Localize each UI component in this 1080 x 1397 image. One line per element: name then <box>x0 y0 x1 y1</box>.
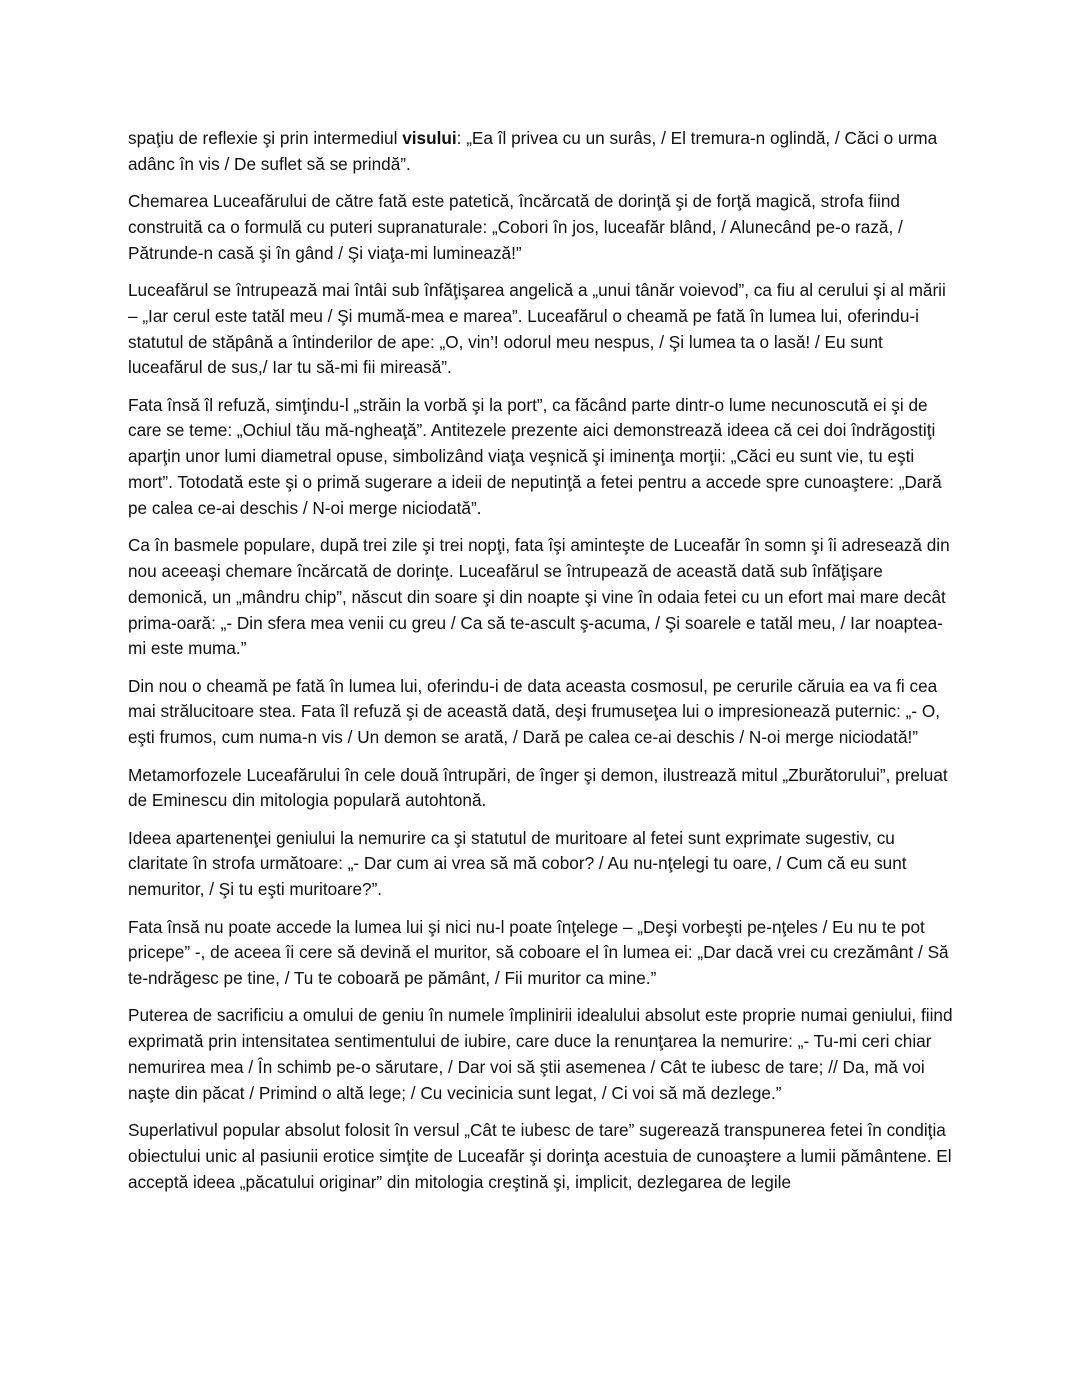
document-body <box>128 126 958 1207</box>
paragraph-1 <box>128 126 958 178</box>
paragraph-2: Chemarea Luceafărului de către fată este patetică, încărcată de dorinţă şi de forţă magică, strofa fiind construită ca o formulă cu puteri supranaturale: „Cobori în jos, luceafăr blând, / Alunecând pe-o rază, / Pătrunde-n casă şi în gând / Şi viaţa-mi luminează!” <box>128 191 903 263</box>
paragraph-6: Din nou o cheamă pe fată în lumea lui, oferindu-i de data aceasta cosmosul, pe cerurile căruia ea va fi cea mai strălucitoare stea. Fata îl refuză şi de această dată, deşi frumuseţea lui o impresionează puternic: „- O, eşti frumos, cum numa-n vis / Un demon se arată, / Dară pe calea ce-ai deschis / N-oi merge niciodată!” <box>128 675 941 748</box>
paragraph-5: Ca în basmele populare, după trei zile şi trei nopţi, fata îşi aminteşte de Luceafăr în somn şi îi adresează din nou aceeaşi chemare încărcată de dorinţe. Luceafărul se întrupează de această dată sub înfăţişare demonică, un „mândru chip”, născut din soare şi din noapte şi vine în odaia fetei cu un efort mai mare decât prima-oară: „- Din sfera mea venii cu greu / Ca să te-ascult ş-acuma, / Şi soarele e tatăl meu, / Iar noaptea-mi este muma.” <box>128 535 950 659</box>
paragraph-1-text-after: : „Ea îl privea cu un surâs, / El tremura-n oglindă, / Căci o urma adânc în vis / De suflet să se prindă”. <box>128 128 938 174</box>
paragraph-9: Fata însă nu poate accede la lumea lui şi nici nu-l poate înţelege – „Deşi vorbeşti pe-nţeles / Eu nu te pot pricepe” -, de aceea îi cere să devină el muritor, să coboare el în lumea ei: „Dar dacă vrei cu crezământ / Să te-ndrăgesc pe tine, / Tu te coboară pe pământ, / Fii muritor ca mine.” <box>128 916 949 989</box>
paragraph-3: Luceafărul se întrupează mai întâi sub înfăţişarea angelică a „unui tânăr voievod”, ca fiu al cerului şi al mării – „Iar cerul este tatăl meu / Şi mumă-mea e marea”. Luceafărul o cheamă pe fată în lumea lui, oferindu-i statutul de stăpână a întinderilor de ape: „O, vin’! odorul meu nespus, / Şi lumea ta o lasă! / Eu sunt luceafărul de sus,/ Iar tu să-mi fii mireasă”. <box>128 279 946 378</box>
paragraph-11: Superlativul popular absolut folosit în versul „Cât te iubesc de tare” sugerează transpunerea fetei în condiţia obiectului unic al pasiunii erotice simţite de Luceafăr şi dorinţa acestuia de cunoaştere a lumii pământene. El acceptă ideea „păcatului originar” din mitologia creştină şi, implicit, dezlegarea de legile <box>128 1120 952 1192</box>
paragraph-10: Puterea de sacrificiu a omului de geniu în numele împlinirii idealului absolut este proprie numai geniului, fiind exprimată prin intensitatea sentimentului de iubire, care duce la renunţarea la nemurire: „- Tu-mi ceri chiar nemurirea mea / În schimb pe-o sărutare, / Dar voi să ştii asemenea / Cât te iubesc de tare; // Da, mă voi naşte din păcat / Primind o altă lege; / Cu vecinicia sunt legat, / Ci voi să mă dezlege.” <box>128 1005 953 1103</box>
paragraph-1-text-before: spaţiu de reflexie şi prin intermediul <box>128 128 403 148</box>
paragraph-8: Ideea apartenenţei geniului la nemurire ca şi statutul de muritoare al fetei sunt exprimate sugestiv, cu claritate în strofa următoare: „- Dar cum ai vrea să mă cobor? / Au nu-nţelegi tu oare, / Cum că eu sunt nemuritor, / Şi tu eşti muritoare?”. <box>128 827 907 900</box>
paragraph-4: Fata însă îl refuză, simţindu-l „străin la vorbă şi la port”, ca făcând parte dintr-o lume necunoscută ei şi de care se teme: „Ochiul tău mă-ngheaţă”. Antitezele prezente aici demonstrează ideea că cei doi îndrăgostiţi aparţin unor lumi diametral opuse, simbolizând viaţa veşnică şi iminenţa morţii: „Căci eu sunt vie, tu eşti mort”. Totodată este şi o primă sugerare a ideii de neputinţă a fetei pentru a accede spre cunoaştere: „Dară pe calea ce-ai deschis / N-oi merge niciodată”. <box>128 394 942 518</box>
emphasis-visului: visului <box>402 128 457 148</box>
paragraph-7: Metamorfozele Luceafărului în cele două întrupări, de înger şi demon, ilustrează mitul „Zburătorului”, preluat de Eminescu din mitologia populară autohtonă. <box>128 764 948 811</box>
